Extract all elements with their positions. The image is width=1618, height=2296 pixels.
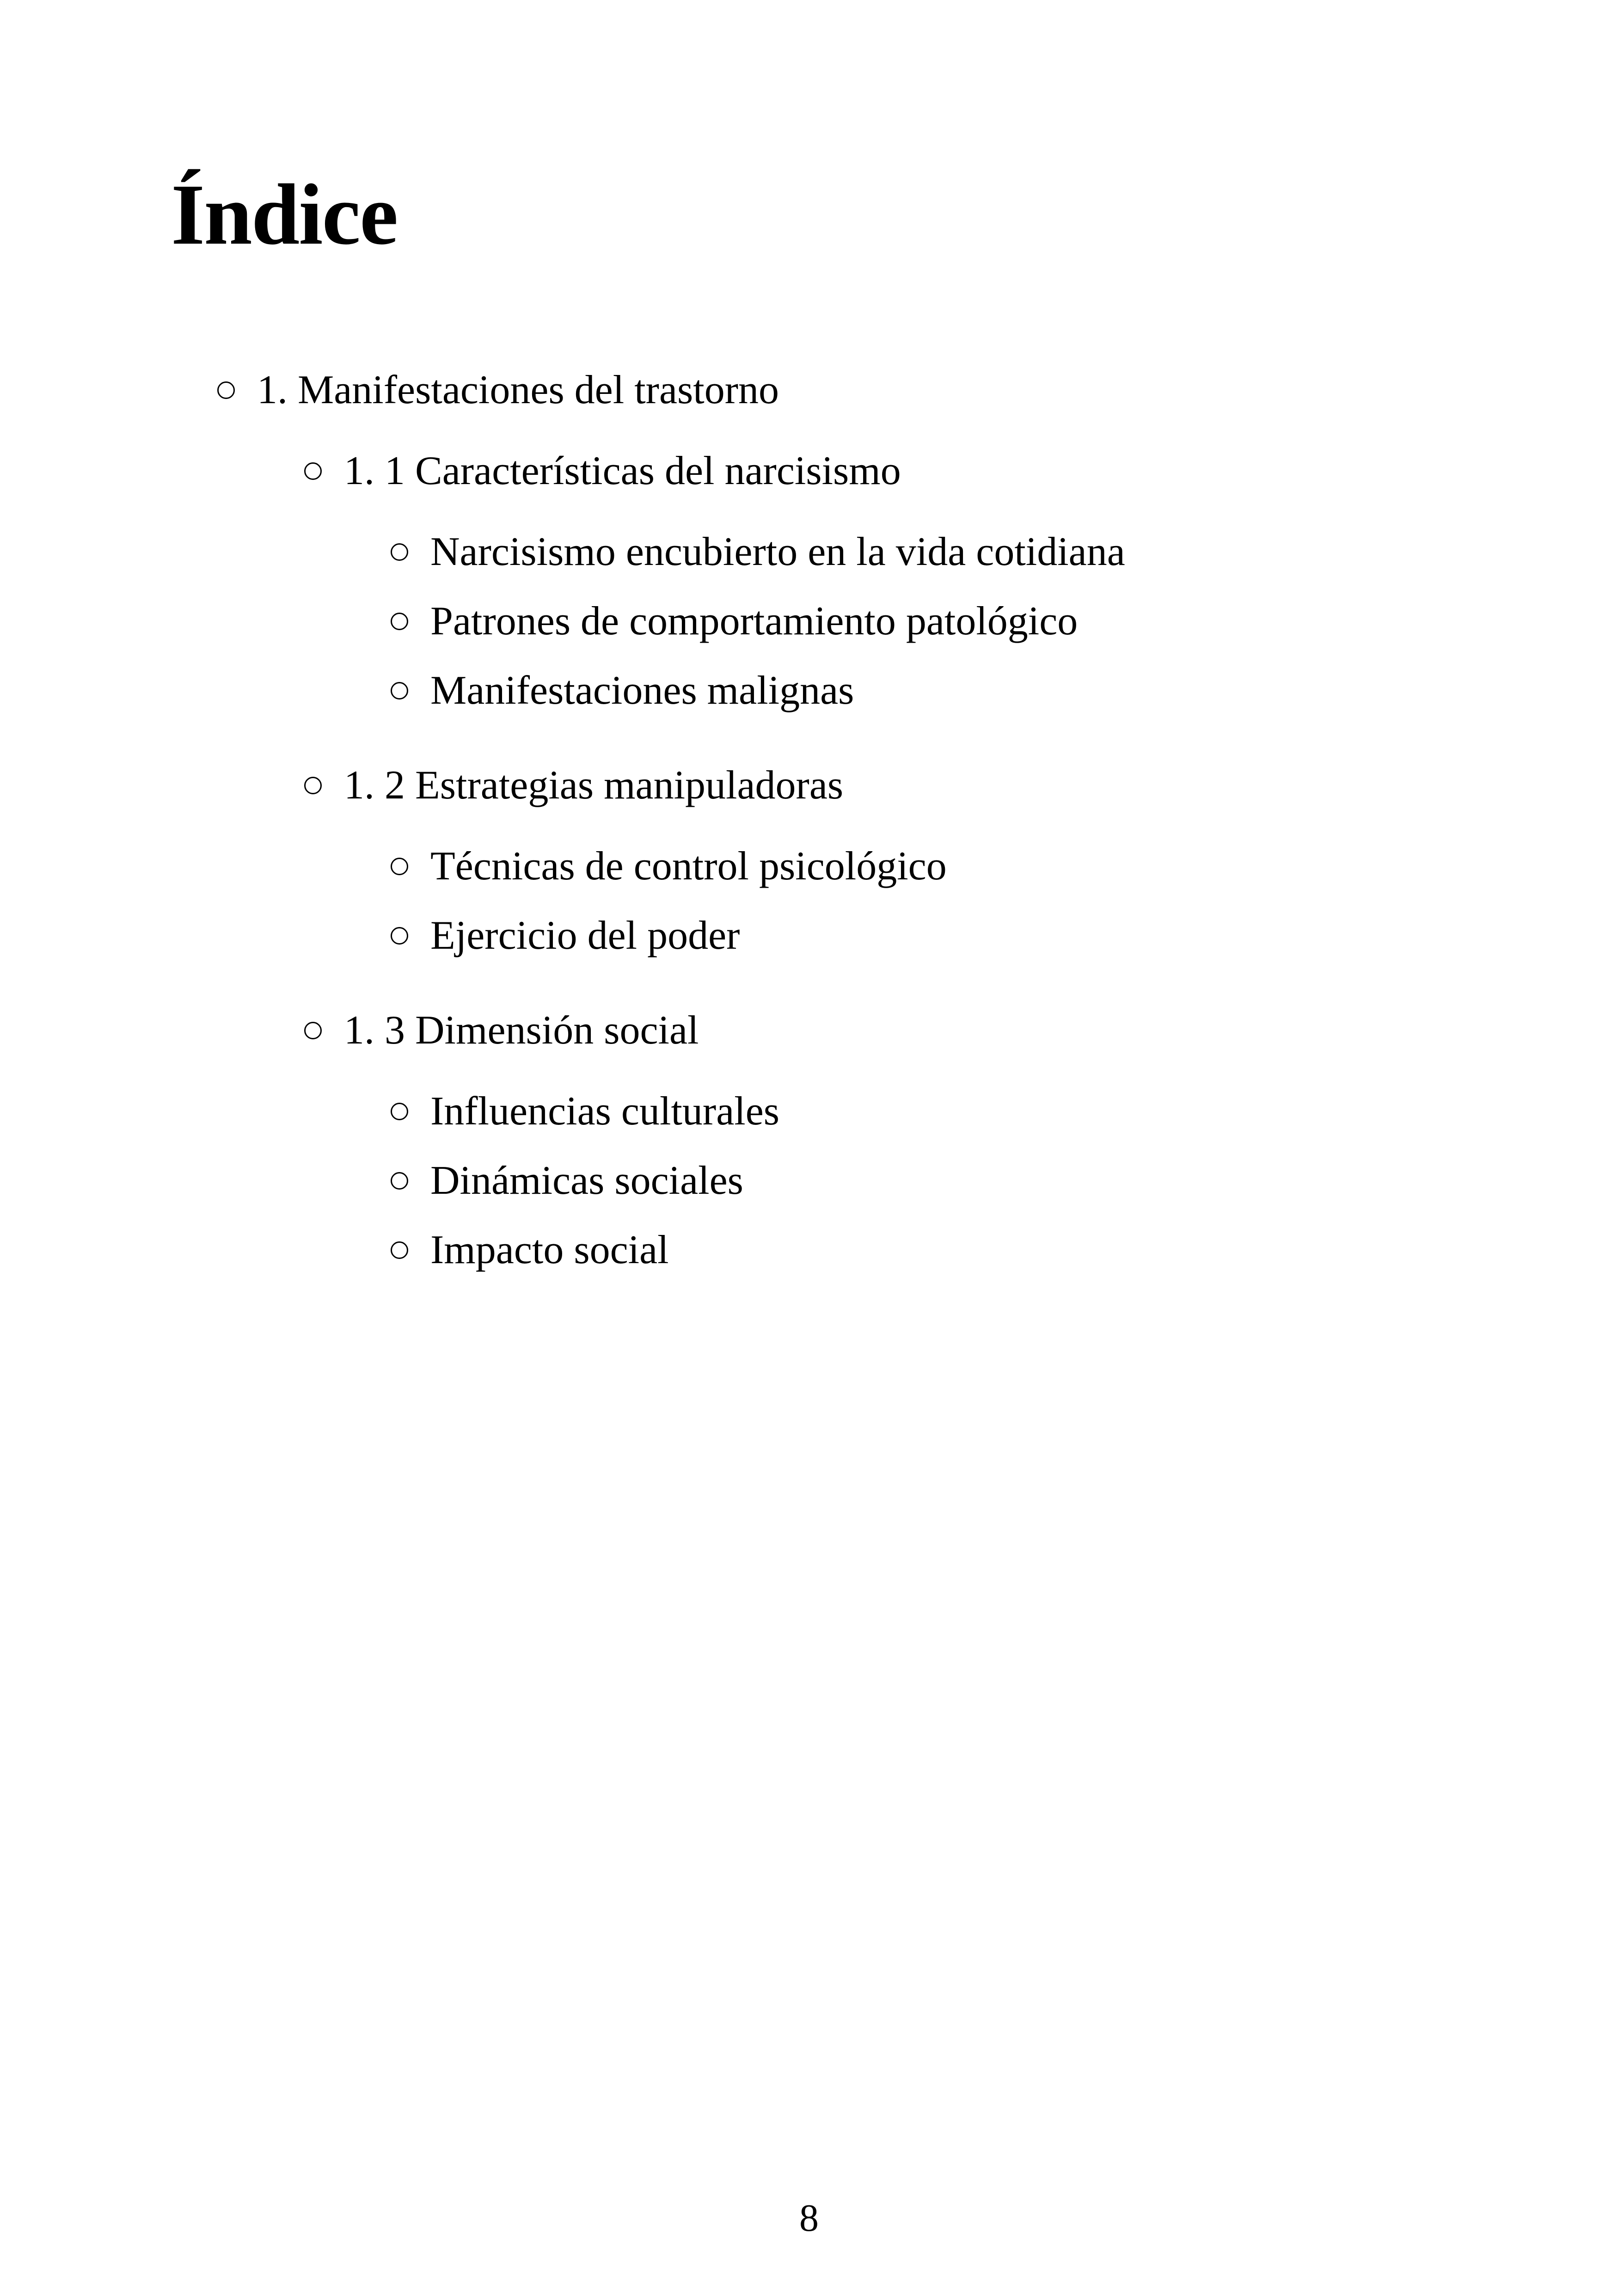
circle-bullet-icon [391, 682, 408, 700]
toc-section-1-3[interactable] [304, 1010, 699, 1051]
toc-item-label: Ejercicio del poder [430, 913, 740, 958]
toc-item[interactable] [391, 1160, 743, 1201]
toc-section-label: 1. 3 Dimensión social [344, 1008, 699, 1053]
toc-item[interactable] [391, 1091, 779, 1132]
toc-item-label: Manifestaciones malignas [430, 668, 854, 713]
toc-section-1-1[interactable] [304, 448, 901, 493]
circle-bullet-icon [217, 381, 235, 399]
circle-bullet-icon [304, 777, 322, 794]
toc-item[interactable] [391, 915, 740, 956]
toc-chapter-1[interactable] [217, 370, 779, 411]
circle-bullet-icon [391, 1172, 408, 1190]
page-title: Índice [171, 166, 398, 263]
toc-section-label: 1. 2 Estrategias manipuladoras [344, 763, 844, 808]
toc-item[interactable] [391, 670, 854, 711]
toc-item-label: Influencias culturales [430, 1089, 780, 1134]
toc-item[interactable] [391, 529, 1125, 574]
circle-bullet-icon [391, 613, 408, 630]
circle-bullet-icon [391, 858, 408, 875]
circle-bullet-icon [391, 543, 408, 561]
page-number: 8 [799, 2197, 819, 2240]
toc-item[interactable] [391, 846, 947, 887]
toc-item-label: Patrones de comportamiento patológico [430, 599, 1078, 644]
toc-item-label: Técnicas de control psicológico [430, 844, 947, 889]
toc-item[interactable] [391, 1230, 669, 1271]
toc-item-label: Impacto social [430, 1228, 669, 1272]
toc-section-1-2[interactable] [304, 765, 843, 806]
circle-bullet-icon [304, 1022, 322, 1039]
toc-section-label: 1. 1 Características del narcisismo [344, 448, 901, 493]
toc-item[interactable] [391, 601, 1078, 642]
toc-item-label: Dinámicas sociales [430, 1158, 743, 1203]
toc-chapter-label: 1. Manifestaciones del trastorno [257, 368, 779, 412]
toc-item-label: Narcisismo encubierto en la vida cotidiana [430, 529, 1125, 574]
circle-bullet-icon [391, 927, 408, 945]
circle-bullet-icon [391, 1103, 408, 1120]
circle-bullet-icon [391, 1241, 408, 1259]
circle-bullet-icon [304, 462, 322, 480]
